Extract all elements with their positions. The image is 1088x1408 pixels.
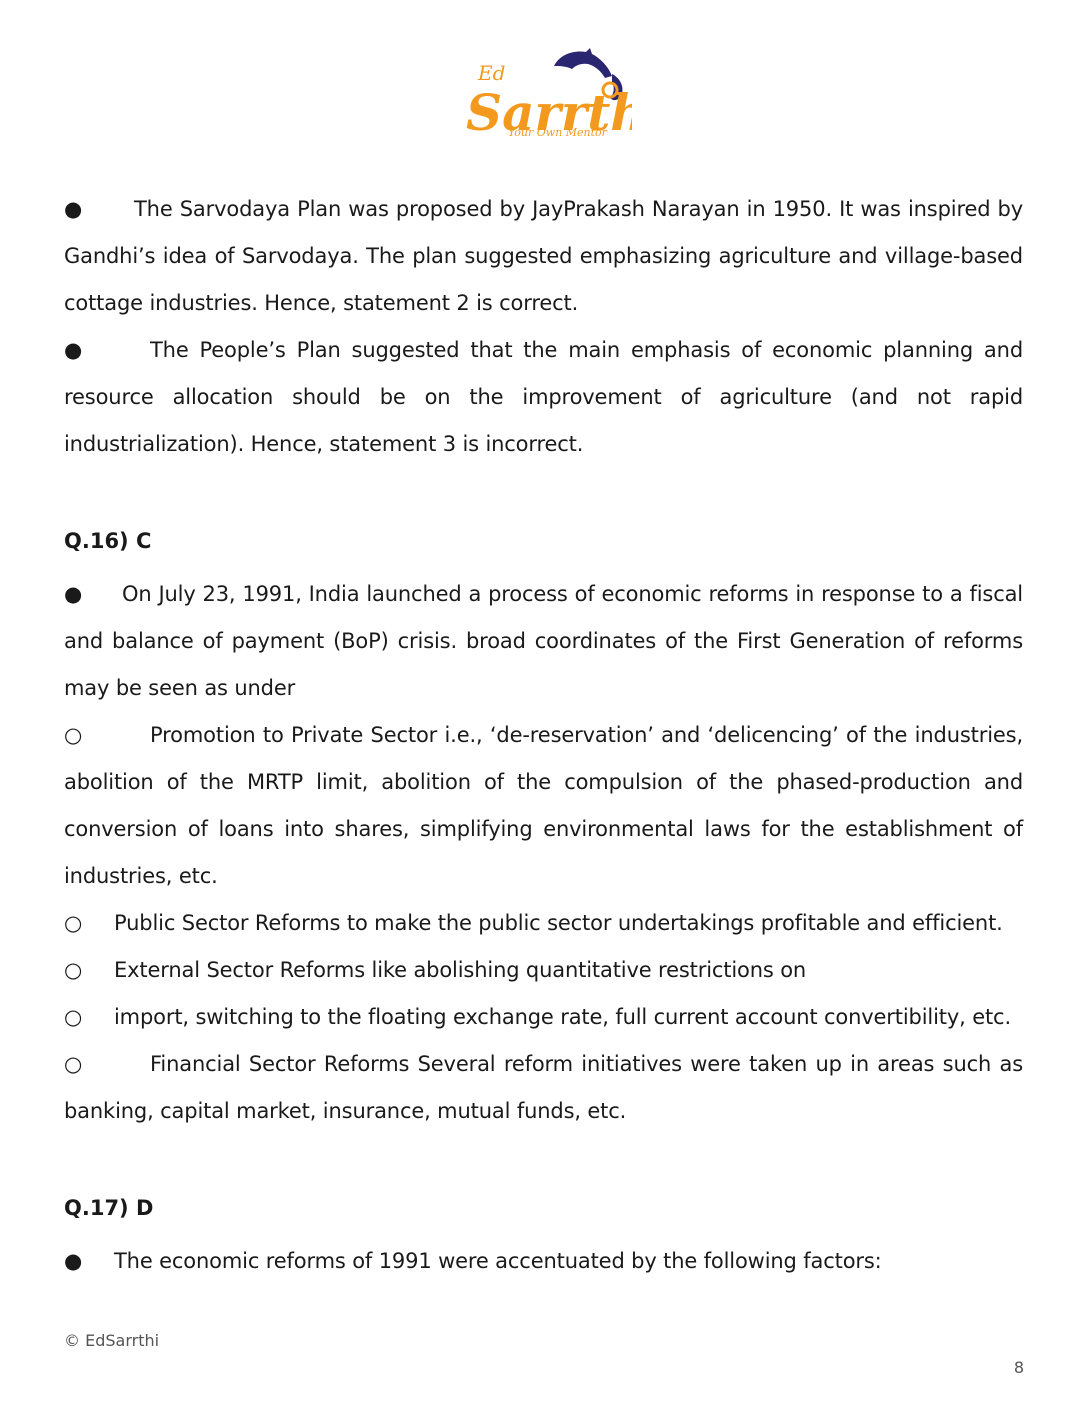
- page-number: 8: [1013, 1358, 1024, 1377]
- paragraph-text: The People’s Plan suggested that the main emphasis of economic planning and resource allocation should be on the improvement of agriculture (and not rapid industrialization). Hence, statement 3 is incorrect.: [64, 338, 1023, 456]
- bullet-hollow: ○: [64, 1052, 83, 1076]
- paragraph-text: The Sarvodaya Plan was proposed by JayPrakash Narayan in 1950. It was inspired by Gandhi’s idea of Sarvodaya. The plan suggested emphasizing agriculture and village-based cottage industries. Hence, statement 2 is correct.: [64, 197, 1023, 315]
- paragraph-text: External Sector Reforms like abolishing quantitative restrictions on: [114, 958, 807, 982]
- logo-prefix: Ed: [478, 61, 506, 85]
- paragraph-text: Financial Sector Reforms Several reform initiatives were taken up in areas such as banking, capital market, insurance, mutual funds, etc.: [64, 1052, 1023, 1123]
- sub-item-private-sector: [64, 712, 1023, 900]
- logo-name: Sarrt: [466, 83, 611, 142]
- question-heading-16: Q.16) C: [64, 529, 152, 553]
- sub-item-public-sector: [64, 900, 1023, 947]
- sub-item-external-sector: [64, 947, 1023, 994]
- bullet-filled: ●: [64, 582, 83, 606]
- bullet-hollow: ○: [64, 958, 83, 982]
- bullet-filled: ●: [64, 1249, 83, 1273]
- paragraph-text: Promotion to Private Sector i.e., ‘de-reservation’ and ‘delicencing’ of the industries, abolition of the MRTP limit, abolition of the compulsion of the phased-production and conversion of loans into shares, simplifying environmental laws for the establishment of industries, etc.: [64, 723, 1023, 888]
- bullet-hollow: ○: [64, 723, 83, 747]
- paragraph-1991-reforms: [64, 571, 1023, 712]
- logo-graphic: [462, 44, 632, 150]
- paragraph-accentuating-factors: [64, 1238, 1023, 1285]
- paragraph-text: import, switching to the floating exchange rate, full current account convertibility, etc.: [114, 1005, 1011, 1029]
- edsarrthi-logo: [462, 44, 632, 150]
- bullet-hollow: ○: [64, 1005, 83, 1029]
- paragraph-text: On July 23, 1991, India launched a process of economic reforms in response to a fiscal and balance of payment (BoP) crisis. broad coordinates of the First Generation of reforms may be seen as under: [64, 582, 1023, 700]
- paragraph-text: The economic reforms of 1991 were accentuated by the following factors:: [114, 1249, 882, 1273]
- sub-item-import: [64, 994, 1023, 1041]
- logo-tagline: Your Own Mentor: [508, 126, 607, 139]
- paragraph-sarvodaya-plan: [64, 186, 1023, 327]
- page-content: [64, 186, 1023, 1285]
- footer-copyright: © EdSarrthi: [64, 1331, 160, 1350]
- bullet-filled: ●: [64, 338, 83, 362]
- bullet-hollow: ○: [64, 911, 83, 935]
- paragraph-text: Public Sector Reforms to make the public sector undertakings profitable and efficient.: [114, 911, 1003, 935]
- bullet-filled: ●: [64, 197, 83, 221]
- paragraph-peoples-plan: [64, 327, 1023, 468]
- sub-item-financial-sector: [64, 1041, 1023, 1135]
- question-heading-17: Q.17) D: [64, 1196, 154, 1220]
